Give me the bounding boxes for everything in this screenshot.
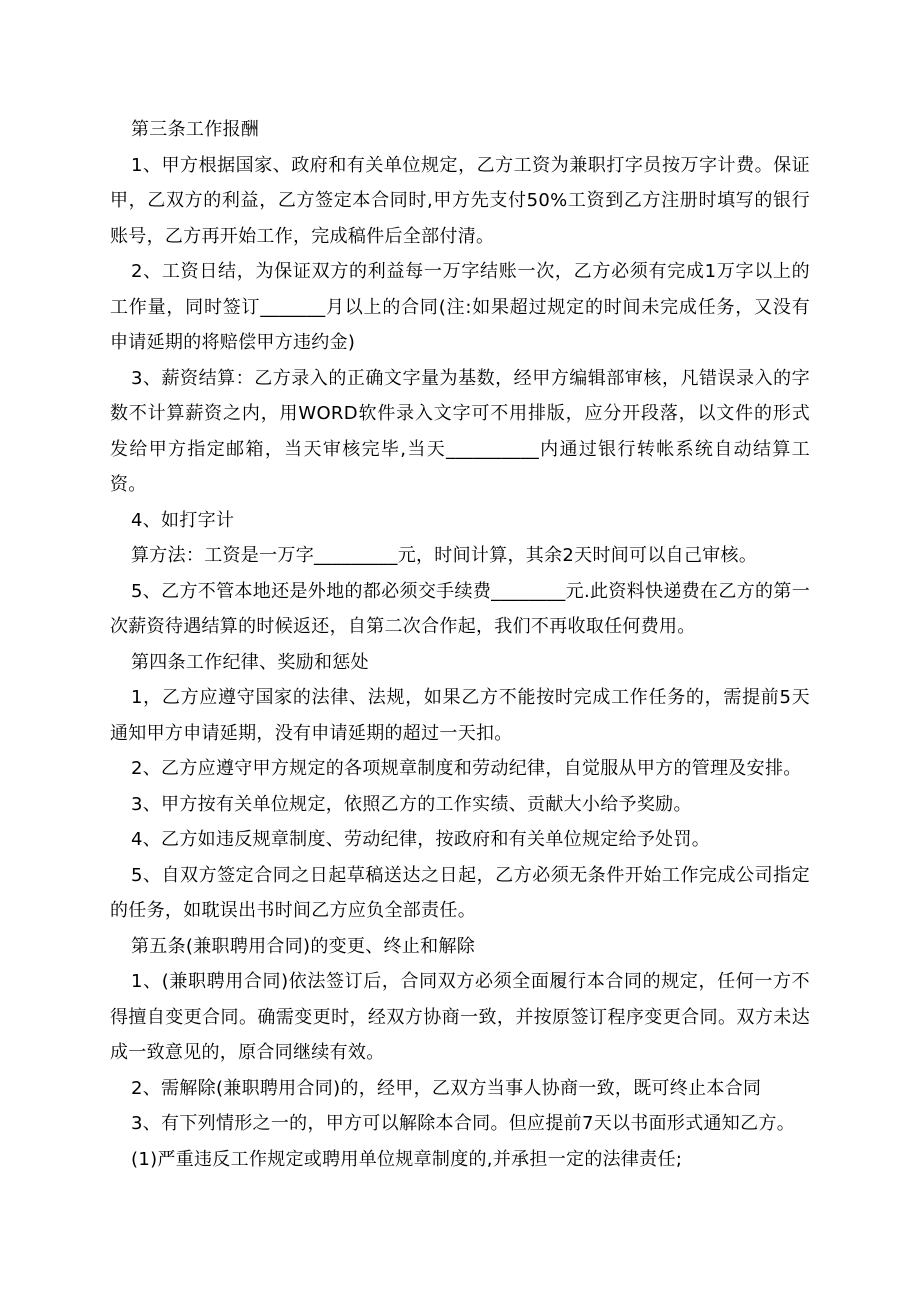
clause-paragraph: 2、工资日结，为保证双方的利益每一万字结账一次，乙方必须有完成1万字以上的工作量，同时签订_______月以上的合同(注:如果超过规定的时间未完成任务，又没有申请延期的将赔偿甲方违约金) (110, 261, 810, 353)
clause-paragraph: (1)严重违反工作规定或聘用单位规章制度的,并承担一定的法律责任; (131, 1148, 683, 1170)
clause-paragraph: 5、自双方签定合同之日起草稿送达之日起，乙方必须无条件开始工作完成公司指定的任务，如耽误出书时间乙方应负全部责任。 (110, 864, 810, 921)
clause-paragraph: 3、薪资结算：乙方录入的正确文字量为基数，经甲方编辑部审核，凡错误录入的字数不计算薪资之内，用WORD软件录入文字可不用排版，应分开段落，以文件的形式发给甲方指定邮箱，当天审核完毕,当天__________内通过银行转帐系统自动结算工资。 (110, 367, 810, 495)
clause-paragraph: 1、甲方根据国家、政府和有关单位规定，乙方工资为兼职打字员按万字计费。保证甲，乙双方的利益，乙方签定本合同时,甲方先支付50%工资到乙方注册时填写的银行账号，乙方再开始工作，完成稿件后全部付清。 (110, 154, 810, 247)
clause-paragraph: 1，乙方应遵守国家的法律、法规，如果乙方不能按时完成工作任务的，需提前5天通知甲方申请延期，没有申请延期的超过一天扣。 (110, 687, 810, 744)
section-heading-article-4: 第四条工作纪律、奖励和惩处 (131, 651, 369, 673)
clause-paragraph: 5、乙方不管本地还是外地的都必须交手续费________元.此资料快递费在乙方的第一次薪资待遇结算的时候返还，自第二次合作起，我们不再收取任何费用。 (110, 580, 810, 637)
clause-paragraph: 3、有下列情形之一的，甲方可以解除本合同。但应提前7天以书面形式通知乙方。 (131, 1113, 796, 1134)
clause-paragraph: 4、乙方如违反规章制度、劳动纪律，按政府和有关单位规定给予处罚。 (131, 829, 711, 850)
clause-paragraph: 算方法：工资是一万字_________元，时间计算，其余2天时间可以自己审核。 (131, 545, 758, 566)
clause-paragraph: 4、如打字计 (131, 509, 235, 531)
document-body (110, 112, 810, 1177)
clause-paragraph: 2、乙方应遵守甲方规定的各项规章制度和劳动纪律，自觉服从甲方的管理及安排。 (131, 758, 802, 779)
clause-paragraph: 1、(兼职聘用合同)依法签订后，合同双方必须全面履行本合同的规定，任何一方不得擅自变更合同。确需变更时，经双方协商一致，并按原签订程序变更合同。双方未达成一致意见的，原合同继续有效。 (110, 971, 810, 1063)
section-heading-article-5: 第五条(兼职聘用合同)的变更、终止和解除 (131, 935, 476, 957)
clause-paragraph: 3、甲方按有关单位规定，依照乙方的工作实绩、贡献大小给予奖励。 (131, 793, 692, 815)
section-heading-article-3: 第三条工作报酬 (131, 119, 260, 140)
clause-paragraph: 2、需解除(兼职聘用合同)的，经甲，乙双方当事人协商一致，既可终止本合同 (131, 1077, 762, 1099)
